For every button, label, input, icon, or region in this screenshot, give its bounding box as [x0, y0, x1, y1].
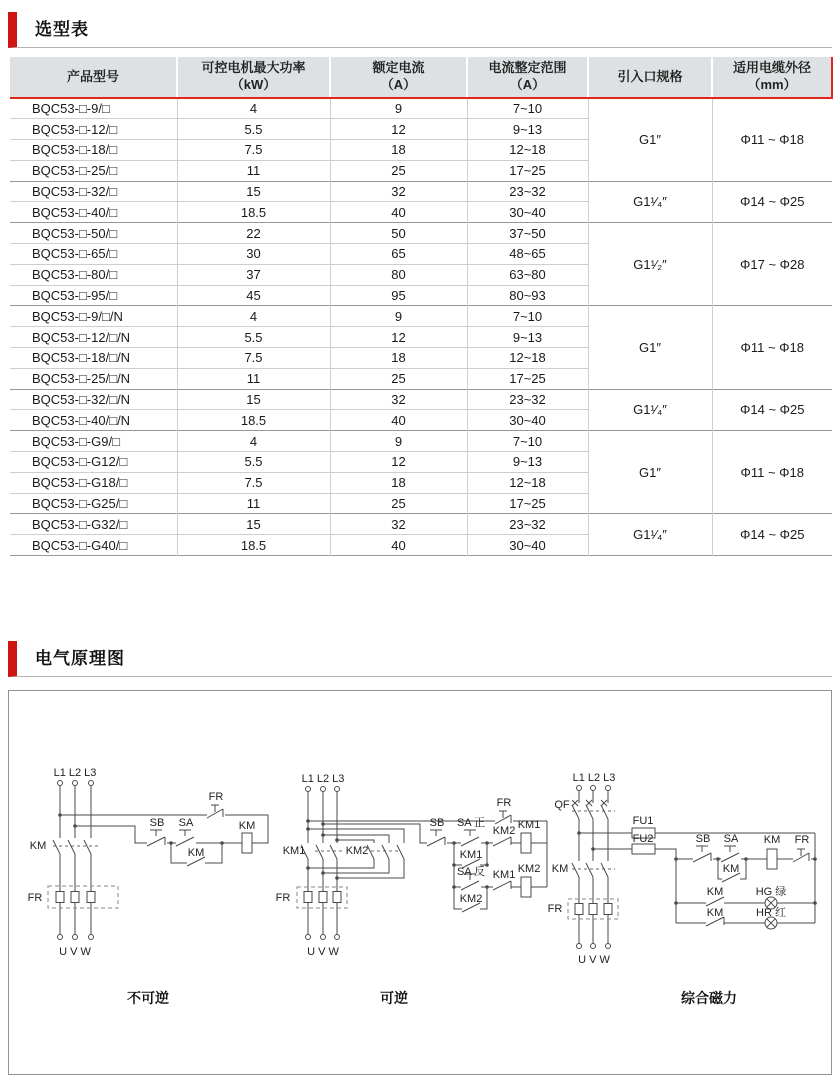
power-cell: 11: [177, 493, 330, 514]
range-cell: 12~18: [467, 348, 588, 369]
cable-diameter-cell: Φ14 ~ Φ25: [712, 389, 832, 431]
col-header-inlet: 引入口规格: [588, 57, 712, 98]
cable-diameter-cell: Φ11 ~ Φ18: [712, 306, 832, 389]
model-cell: BQC53-□-G40/□: [10, 535, 177, 556]
range-cell: 7~10: [467, 98, 588, 119]
range-cell: 63~80: [467, 264, 588, 285]
power-cell: 15: [177, 389, 330, 410]
model-cell: BQC53-□-80/□: [10, 264, 177, 285]
range-cell: 30~40: [467, 202, 588, 223]
current-cell: 40: [330, 410, 467, 431]
table-body: [10, 98, 832, 556]
power-cell: 18.5: [177, 202, 330, 223]
inlet-spec-cell: G1¹⁄₄″: [588, 389, 712, 431]
d1-caption: 不可逆: [127, 990, 169, 1006]
model-cell: BQC53-□-G12/□: [10, 452, 177, 473]
d2-label-sa-fwd: SA 正: [456, 817, 486, 829]
current-cell: 9: [330, 98, 467, 119]
model-cell: BQC53-□-25/□/N: [10, 368, 177, 389]
range-cell: 48~65: [467, 244, 588, 265]
model-cell: BQC53-□-40/□/N: [10, 410, 177, 431]
d3-label-hg-green: HG 绿: [755, 886, 787, 898]
d2-caption: 可逆: [380, 990, 408, 1006]
power-cell: 4: [177, 98, 330, 119]
current-cell: 32: [330, 181, 467, 202]
d3-label-km-main: KM: [551, 863, 569, 875]
d1-label-fr-contact: FR: [208, 791, 224, 803]
range-cell: 9~13: [467, 452, 588, 473]
d2-label-km2-coil: KM2: [517, 863, 541, 875]
cable-diameter-cell: Φ14 ~ Φ25: [712, 181, 832, 223]
power-cell: 18.5: [177, 535, 330, 556]
range-cell: 37~50: [467, 223, 588, 244]
model-cell: BQC53-□-G18/□: [10, 472, 177, 493]
cable-diameter-cell: Φ11 ~ Φ18: [712, 431, 832, 514]
section-title-selection: [8, 12, 832, 48]
current-cell: 32: [330, 514, 467, 535]
inlet-spec-cell: G1″: [588, 306, 712, 389]
power-cell: 5.5: [177, 119, 330, 140]
d2-label-sa-rev: SA 反: [456, 866, 486, 878]
model-cell: BQC53-□-9/□: [10, 98, 177, 119]
power-cell: 15: [177, 514, 330, 535]
table-row: [10, 514, 832, 535]
col-header-model: 产品型号: [10, 57, 177, 98]
d2-label-sb: SB: [429, 817, 445, 829]
cable-diameter-cell: Φ11 ~ Φ18: [740, 132, 804, 148]
d1-label-sa: SA: [178, 817, 194, 829]
d3-label-fr-contact: FR: [794, 834, 810, 846]
d1-label-fr-relay: FR: [27, 892, 43, 904]
model-cell: BQC53-□-G32/□: [10, 514, 177, 535]
power-cell: 45: [177, 285, 330, 306]
col-header-cable: 适用电缆外径 （mm）: [712, 57, 832, 98]
table-row: [10, 306, 832, 327]
range-cell: 23~32: [467, 181, 588, 202]
power-cell: 22: [177, 223, 330, 244]
model-cell: BQC53-□-12/□: [10, 119, 177, 140]
table-row: [10, 181, 832, 202]
d2-label-km2-interlock: KM2: [492, 825, 516, 837]
d1-label-km-main: KM: [29, 840, 47, 852]
d3-label-terminals: U V W: [578, 954, 610, 966]
current-cell: 65: [330, 244, 467, 265]
d3-label-hr-red: HR 红: [756, 907, 786, 919]
col-header-current: 额定电流 （A）: [330, 57, 467, 98]
model-cell: BQC53-□-18/□/N: [10, 348, 177, 369]
d3-label-km-lamp1: KM: [706, 886, 724, 898]
current-cell: 50: [330, 223, 467, 244]
model-cell: BQC53-□-65/□: [10, 244, 177, 265]
power-cell: 11: [177, 368, 330, 389]
d2-label-km1-aux: KM1: [459, 849, 483, 861]
d1-label-km-coil: KM: [238, 820, 256, 832]
d2-label-km1-coil: KM1: [517, 819, 541, 831]
power-cell: 5.5: [177, 452, 330, 473]
d3-caption: 综合磁力: [681, 990, 737, 1006]
current-cell: 12: [330, 119, 467, 140]
d3-label-qf: QF: [554, 799, 570, 811]
model-cell: BQC53-□-50/□: [10, 223, 177, 244]
power-cell: 15: [177, 181, 330, 202]
current-cell: 12: [330, 327, 467, 348]
d3-label-km-aux: KM: [722, 863, 740, 875]
d2-label-km2-aux: KM2: [459, 893, 483, 905]
current-cell: 80: [330, 264, 467, 285]
current-cell: 9: [330, 306, 467, 327]
d3-label-fu1: FU1: [632, 815, 654, 827]
diagram-reversible: [276, 773, 547, 1006]
d2-label-phases: L1 L2 L3: [301, 773, 345, 785]
cable-diameter-cell: Φ17 ~ Φ28: [712, 223, 832, 306]
current-cell: 40: [330, 202, 467, 223]
power-cell: 37: [177, 264, 330, 285]
current-cell: 25: [330, 368, 467, 389]
d3-label-km-coil: KM: [763, 834, 781, 846]
range-cell: 17~25: [467, 368, 588, 389]
d3-label-fr-relay: FR: [547, 903, 563, 915]
current-cell: 32: [330, 389, 467, 410]
d2-label-terminals: U V W: [307, 946, 339, 958]
range-cell: 17~25: [467, 160, 588, 181]
schematic-panel: [8, 690, 832, 1075]
current-cell: 25: [330, 160, 467, 181]
d2-label-fr-contact: FR: [496, 797, 512, 809]
current-cell: 95: [330, 285, 467, 306]
d2-label-km1-main: KM1: [282, 845, 306, 857]
range-cell: 17~25: [467, 493, 588, 514]
inlet-spec-cell: G1″: [588, 431, 712, 514]
power-cell: 7.5: [177, 140, 330, 161]
current-cell: 18: [330, 348, 467, 369]
d3-label-km-lamp2: KM: [706, 907, 724, 919]
range-cell: 23~32: [467, 514, 588, 535]
d3-label-sb: SB: [695, 833, 711, 845]
model-cell: BQC53-□-25/□: [10, 160, 177, 181]
col-header-range: 电流整定范围 （A）: [467, 57, 588, 98]
inlet-spec-cell: G1¹⁄₄″: [588, 181, 712, 223]
power-cell: 7.5: [177, 472, 330, 493]
model-cell: BQC53-□-95/□: [10, 285, 177, 306]
table-row: [10, 389, 832, 410]
section-title-schematic: [8, 641, 832, 677]
range-cell: 30~40: [467, 535, 588, 556]
d2-label-km2-main: KM2: [345, 845, 369, 857]
cable-diameter-cell: Φ14 ~ Φ25: [712, 514, 832, 556]
d1-label-terminals: U V W: [59, 946, 91, 958]
current-cell: 9: [330, 431, 467, 452]
power-cell: 18.5: [177, 410, 330, 431]
table-header-row: [10, 57, 832, 98]
range-cell: 30~40: [467, 410, 588, 431]
current-cell: 40: [330, 535, 467, 556]
inlet-spec-cell: G1¹⁄₂″: [588, 223, 712, 306]
table-row: [10, 223, 832, 244]
d1-label-km-aux: KM: [187, 847, 205, 859]
diagram-nonreversible: [28, 767, 268, 1006]
selection-table: [10, 57, 833, 556]
table-row: [10, 98, 832, 119]
range-cell: 9~13: [467, 119, 588, 140]
power-cell: 7.5: [177, 348, 330, 369]
model-cell: BQC53-□-32/□/N: [10, 389, 177, 410]
range-cell: 80~93: [467, 285, 588, 306]
model-cell: BQC53-□-9/□/N: [10, 306, 177, 327]
current-cell: 25: [330, 493, 467, 514]
range-cell: 12~18: [467, 140, 588, 161]
d1-label-sb: SB: [149, 817, 165, 829]
current-cell: 18: [330, 140, 467, 161]
power-cell: 4: [177, 431, 330, 452]
power-cell: 11: [177, 160, 330, 181]
d1-label-phases: L1 L2 L3: [53, 767, 97, 779]
diagram-combined-magnetic: [548, 772, 817, 1006]
inlet-spec-cell: G1″: [588, 98, 712, 181]
range-cell: 7~10: [467, 431, 588, 452]
range-cell: 9~13: [467, 327, 588, 348]
current-cell: 18: [330, 472, 467, 493]
power-cell: 30: [177, 244, 330, 265]
model-cell: BQC53-□-12/□/N: [10, 327, 177, 348]
d3-label-phases: L1 L2 L3: [572, 772, 616, 784]
section-title-selection-text: 选型表: [35, 20, 89, 39]
section-title-schematic-text: 电气原理图: [35, 649, 125, 668]
d2-label-fr-relay: FR: [275, 892, 291, 904]
d3-label-fu2: FU2: [632, 833, 654, 845]
model-cell: BQC53-□-40/□: [10, 202, 177, 223]
current-cell: 12: [330, 452, 467, 473]
model-cell: BQC53-□-32/□: [10, 181, 177, 202]
model-cell: BQC53-□-G9/□: [10, 431, 177, 452]
range-cell: 7~10: [467, 306, 588, 327]
table-row: [10, 431, 832, 452]
model-cell: BQC53-□-18/□: [10, 140, 177, 161]
col-header-power: 可控电机最大功率 （kW）: [177, 57, 330, 98]
range-cell: 23~32: [467, 389, 588, 410]
inlet-spec-cell: G1¹⁄₄″: [588, 514, 712, 556]
power-cell: 4: [177, 306, 330, 327]
circuit-diagram: [9, 691, 831, 1074]
range-cell: 12~18: [467, 472, 588, 493]
power-cell: 5.5: [177, 327, 330, 348]
d2-label-km1-interlock: KM1: [492, 869, 516, 881]
d3-label-sa: SA: [723, 833, 739, 845]
model-cell: BQC53-□-G25/□: [10, 493, 177, 514]
